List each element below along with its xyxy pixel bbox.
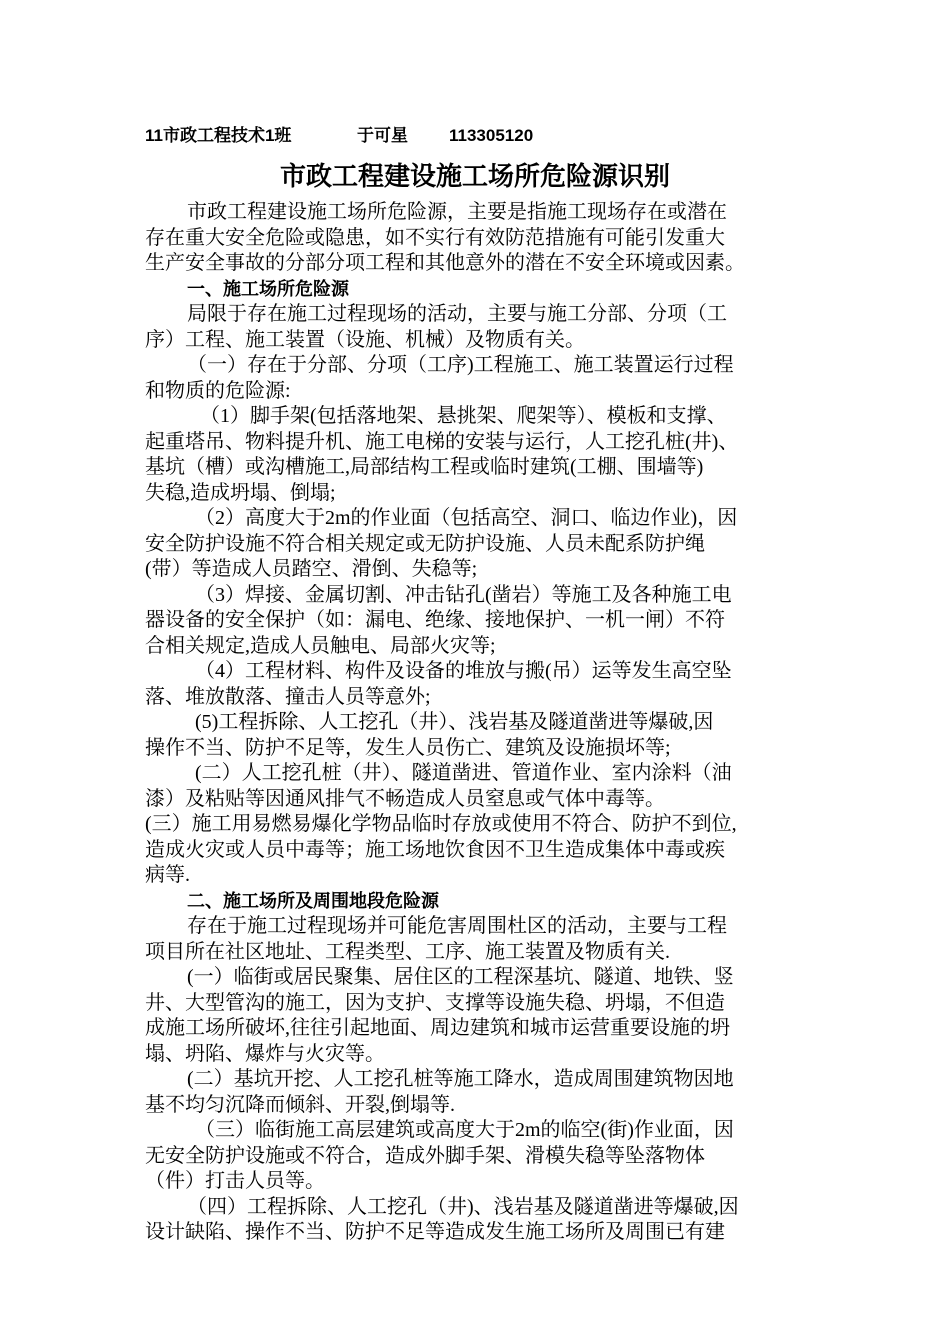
paragraph-line: 项目所在社区地址、工程类型、工序、施工装置及物质有关. <box>145 940 670 963</box>
paragraph-line: (二）基坑开挖、人工挖孔桩等施工降水，造成周围建筑物因地 <box>187 1068 734 1090</box>
paragraph-line: （1）脚手架(包括落地架、悬挑架、爬架等）、模板和支撑、 <box>200 405 727 427</box>
document-title: 市政工程建设施工场所危险源识别 <box>279 161 670 191</box>
document-body <box>145 200 825 1246</box>
paragraph-line: 落、堆放散落、撞击人员等意外; <box>145 685 431 708</box>
section-heading: 二、施工场所及周围地段危险源 <box>187 890 439 911</box>
paragraph-line: 操作不当、防护不足等，发生人员伤亡、建筑及设施损坏等; <box>145 736 671 759</box>
paragraph-line: 造成火灾或人员中毒等；施工场地饮食因不卫生造成集体中毒或疾 <box>145 838 725 861</box>
paragraph-line: 生产安全事故的分部分项工程和其他意外的潜在不安全环境或因素。 <box>145 252 745 274</box>
paragraph-line: (三）施工用易燃易爆化学物品临时存放或使用不符合、防护不到位, <box>145 813 737 835</box>
paragraph-line: 和物质的危险源: <box>145 379 291 402</box>
paragraph-line: (带）等造成人员踏空、滑倒、失稳等; <box>145 558 478 580</box>
paragraph-line: 漆）及粘贴等因通风排气不畅造成人员窒息或气体中毒等。 <box>145 787 665 810</box>
paragraph-line: 存在重大安全危险或隐患，如不实行有效防范措施有可能引发重大 <box>145 226 725 249</box>
paragraph-line: 存在于施工过程现场并可能危害周围杜区的活动，主要与工程 <box>187 915 727 937</box>
paragraph-line: 成施工场所破坏,往往引起地面、周边建筑和城市运营重要设施的坍 <box>145 1017 730 1039</box>
student-id: 113305120 <box>449 126 534 145</box>
paragraph-line: (二）人工挖孔桩（井）、隧道凿进、管道作业、室内涂料（油 <box>195 762 732 784</box>
paragraph-line: （2）高度大于2m的作业面（包括高空、洞口、临边作业)，因 <box>195 507 738 529</box>
paragraph-line: 病等. <box>145 864 190 886</box>
paragraph-line: 起重塔吊、物料提升机、施工电梯的安装与运行，人工挖孔桩(井)、 <box>145 430 739 453</box>
author-header <box>145 124 533 148</box>
paragraph-line: （四）工程拆除、人工挖孔（井)、浅岩基及隧道凿进等爆破,因 <box>187 1195 739 1218</box>
paragraph-line: （4）工程材料、构件及设备的堆放与搬(吊）运等发生高空坠 <box>195 660 732 682</box>
paragraph-line: (一）临街或居民聚集、居住区的工程深基坑、隧道、地铁、竖 <box>187 966 734 988</box>
paragraph-line: 基坑（槽）或沟槽施工,局部结构工程或临时建筑(工棚、围墙等) <box>145 456 704 478</box>
paragraph-line: 序）工程、施工装置（设施、机械）及物质有关。 <box>145 328 585 351</box>
paragraph-line: 市政工程建设施工场所危险源，主要是指施工现场存在或潜在 <box>187 201 727 223</box>
paragraph-line: 无安全防护设施或不符合，造成外脚手架、滑模失稳等坠落物体 <box>145 1144 705 1167</box>
paragraph-line: 失稳,造成坍塌、倒塌; <box>145 481 336 504</box>
paragraph-line: 塌、坍陷、爆炸与火灾等。 <box>145 1042 385 1065</box>
paragraph-line: 器设备的安全保护（如：漏电、绝缘、接地保护、一机一闸）不符 <box>145 609 725 631</box>
paragraph-line: （3）焊接、金属切割、冲击钻孔(凿岩）等施工及各种施工电 <box>195 583 732 606</box>
paragraph-line: （件）打击人员等。 <box>145 1170 325 1192</box>
student-name: 于可星 <box>357 126 408 145</box>
paragraph-line: 局限于存在施工过程现场的活动，主要与施工分部、分项（工 <box>187 303 727 325</box>
paragraph-line: 基不均匀沉降而倾斜、开裂,倒塌等. <box>145 1093 455 1116</box>
paragraph-line: 安全防护设施不符合相关规定或无防护设施、人员未配系防护绳 <box>145 532 705 555</box>
paragraph-line: 设计缺陷、操作不当、防护不足等造成发生施工场所及周围已有建 <box>145 1221 725 1243</box>
paragraph-line: 合相关规定,造成人员触电、局部火灾等; <box>145 634 496 657</box>
class-name: 11市政工程技术1班 <box>145 126 292 145</box>
paragraph-line: (5)工程拆除、人工挖孔（井）、浅岩基及隧道凿进等爆破,因 <box>195 711 714 733</box>
paragraph-line: 井、大型管沟的施工，因为支护、支撑等设施失稳、坍塌，不但造 <box>145 991 725 1014</box>
paragraph-line: （一）存在于分部、分项（工序)工程施工、施工装置运行过程 <box>187 354 734 376</box>
paragraph-line: （三）临街施工高层建筑或高度大于2m的临空(街)作业面，因 <box>195 1119 734 1141</box>
section-heading: 一、施工场所危险源 <box>187 278 349 299</box>
